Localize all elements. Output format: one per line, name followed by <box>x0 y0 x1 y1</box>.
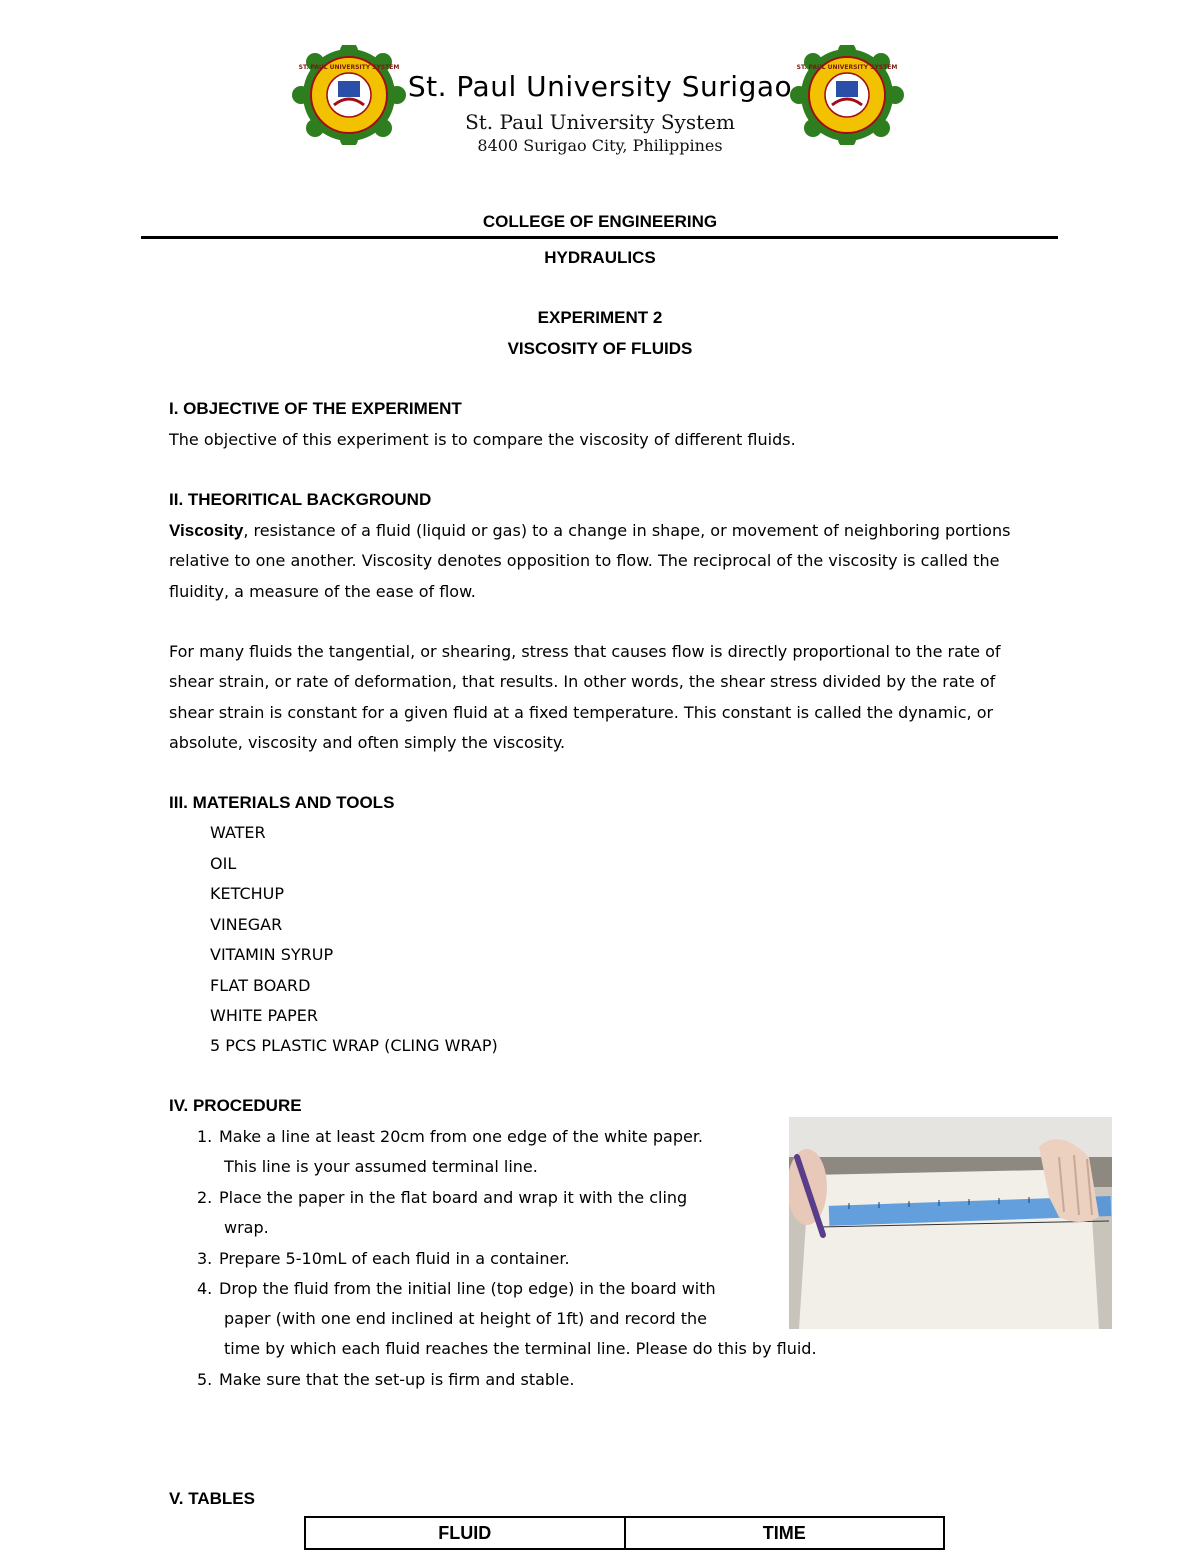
procedure-step-4 <box>197 1279 716 1298</box>
material-item: WATER <box>210 823 266 842</box>
background-paragraph-2: For many fluids the tangential, or shearing, stress that causes flow is directly proportional to the rate of shear strain, or rate of deformation, that results. In other words, the shear stress divided by the rate of shear strain is constant for a given fluid at a fixed temperature. This constant is called the dynamic, or absolute, viscosity and often simply the viscosity. <box>169 642 1001 752</box>
university-name: St. Paul University Surigao <box>407 70 793 103</box>
material-item: VINEGAR <box>210 915 283 934</box>
step-text-continued: paper (with one end inclined at height of 1ft) and record the <box>224 1309 708 1328</box>
material-item: 5 PCS PLASTIC WRAP (CLING WRAP) <box>210 1036 498 1055</box>
materials-heading: III. MATERIALS AND TOOLS <box>169 793 395 812</box>
seal-text-right: ST. PAUL UNIVERSITY SYSTEM <box>796 64 898 71</box>
procedure-step-5 <box>197 1370 574 1389</box>
viscosity-term: Viscosity <box>169 521 244 540</box>
material-item: WHITE PAPER <box>210 1006 318 1025</box>
seal-text-left: ST. PAUL UNIVERSITY SYSTEM <box>298 64 400 71</box>
step-number: 4. <box>197 1279 213 1298</box>
step-text: Make a line at least 20cm from one edge of the white paper. <box>219 1127 704 1146</box>
results-table <box>304 1516 945 1550</box>
step-text: Drop the fluid from the initial line (top edge) in the board with <box>219 1279 716 1298</box>
step-text: Place the paper in the flat board and wrap it with the cling <box>219 1188 688 1207</box>
material-item: KETCHUP <box>210 884 284 903</box>
university-system: St. Paul University System <box>465 110 735 134</box>
university-address: 8400 Surigao City, Philippines <box>477 136 723 155</box>
material-item: FLAT BOARD <box>210 976 311 995</box>
step-number: 3. <box>197 1249 213 1268</box>
step-text-continued: This line is your assumed terminal line. <box>224 1157 538 1176</box>
procedure-heading: IV. PROCEDURE <box>169 1096 302 1115</box>
background-paragraph-1 <box>169 516 1014 607</box>
table-header-row <box>305 1517 944 1549</box>
header-divider <box>141 236 1058 239</box>
column-header-time: TIME <box>625 1517 945 1549</box>
tables-heading: V. TABLES <box>169 1489 255 1508</box>
experiment-number: EXPERIMENT 2 <box>537 308 663 327</box>
objective-heading: I. OBJECTIVE OF THE EXPERIMENT <box>169 399 462 418</box>
step-number: 1. <box>197 1127 213 1146</box>
procedure-step-1 <box>197 1127 703 1146</box>
procedure-step-2 <box>197 1188 687 1207</box>
course-name: HYDRAULICS <box>544 248 656 267</box>
step-text-continued: wrap. <box>224 1218 269 1237</box>
step-text: Prepare 5-10mL of each fluid in a container. <box>219 1249 570 1268</box>
viscosity-definition: , resistance of a fluid (liquid or gas) to a change in shape, or movement of neighboring portions relative to one another. Viscosity denotes opposition to flow. The reciprocal of the viscosity is called the fluidity, a measure of the ease of flow. <box>169 521 1011 601</box>
column-header-fluid: FLUID <box>305 1517 625 1549</box>
step-text: Make sure that the set-up is firm and stable. <box>219 1370 575 1389</box>
material-item: VITAMIN SYRUP <box>210 945 334 964</box>
procedure-step-3 <box>197 1249 570 1268</box>
step-number: 2. <box>197 1188 213 1207</box>
experiment-title: VISCOSITY OF FLUIDS <box>507 339 693 358</box>
objective-text: The objective of this experiment is to compare the viscosity of different fluids. <box>169 430 796 449</box>
background-heading: II. THEORITICAL BACKGROUND <box>169 490 432 509</box>
step-number: 5. <box>197 1370 213 1389</box>
college-name: COLLEGE OF ENGINEERING <box>482 212 718 231</box>
procedure-photo <box>789 1117 1112 1329</box>
material-item: OIL <box>210 854 237 873</box>
step-text-continued: time by which each fluid reaches the terminal line. Please do this by fluid. <box>224 1339 817 1358</box>
